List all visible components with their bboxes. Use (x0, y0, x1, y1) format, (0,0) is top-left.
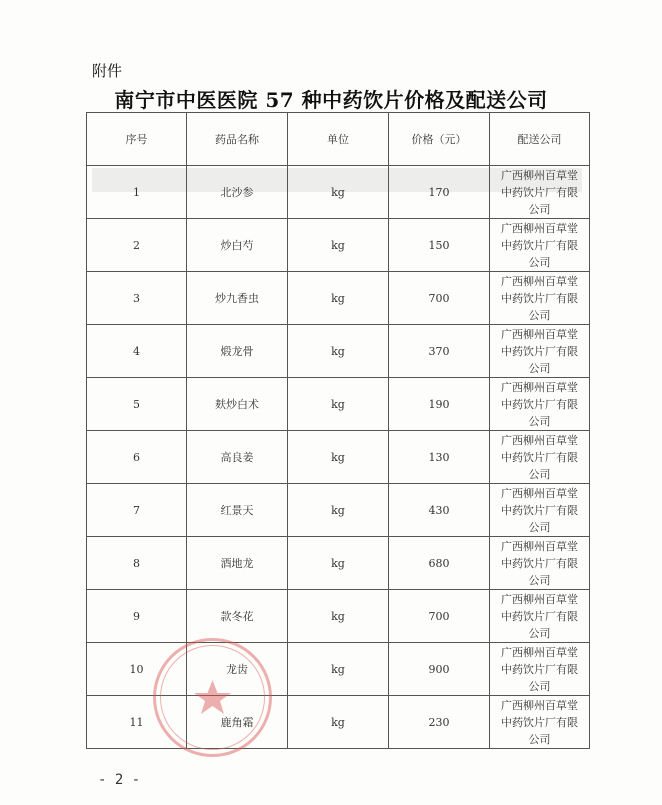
company-line: 公司 (528, 573, 551, 587)
company-cell (490, 166, 590, 219)
header-cell: 药品名称 (187, 113, 288, 166)
company-line: 公司 (528, 361, 551, 375)
price-cell: 900 (389, 643, 490, 696)
price-cell: 130 (389, 431, 490, 484)
drug-name-cell: 酒地龙 (187, 537, 288, 590)
page-number: - 2 - (98, 772, 141, 788)
company-line: 公司 (528, 414, 551, 428)
unit-cell: kg (288, 484, 389, 537)
company-line: 公司 (528, 679, 551, 693)
price-cell: 700 (389, 272, 490, 325)
row-number-cell: 2 (87, 219, 187, 272)
row-number-cell: 4 (87, 325, 187, 378)
document-title: 南宁市中医医院 57 种中药饮片价格及配送公司 (114, 88, 548, 112)
price-cell: 370 (389, 325, 490, 378)
company-line: 中药饮片厂有限 (501, 291, 578, 305)
company-line: 公司 (528, 308, 551, 322)
company-line: 广西柳州百草堂 (501, 486, 578, 500)
drug-name-cell: 龙齿 (187, 643, 288, 696)
drug-name-cell: 高良姜 (187, 431, 288, 484)
table-row (87, 378, 590, 431)
price-cell: 150 (389, 219, 490, 272)
price-cell: 190 (389, 378, 490, 431)
drug-name-cell: 款冬花 (187, 590, 288, 643)
unit-cell: kg (288, 378, 389, 431)
row-number-cell: 8 (87, 537, 187, 590)
row-number-cell: 6 (87, 431, 187, 484)
company-line: 广西柳州百草堂 (501, 698, 578, 712)
drug-name-cell: 鹿角霜 (187, 696, 288, 749)
price-cell: 430 (389, 484, 490, 537)
company-line: 中药饮片厂有限 (501, 609, 578, 623)
price-cell: 230 (389, 696, 490, 749)
company-line: 中药饮片厂有限 (501, 715, 578, 729)
row-number-cell: 3 (87, 272, 187, 325)
header-cell: 价格（元） (389, 113, 490, 166)
price-table (86, 112, 590, 749)
drug-name-cell: 煅龙骨 (187, 325, 288, 378)
table-row (87, 219, 590, 272)
company-line: 中药饮片厂有限 (501, 185, 578, 199)
row-number-cell: 11 (87, 696, 187, 749)
unit-cell: kg (288, 590, 389, 643)
drug-name-cell: 炒九香虫 (187, 272, 288, 325)
unit-cell: kg (288, 431, 389, 484)
company-line: 广西柳州百草堂 (501, 645, 578, 659)
table-row (87, 166, 590, 219)
table-row (87, 325, 590, 378)
unit-cell: kg (288, 272, 389, 325)
company-line: 公司 (528, 732, 551, 746)
drug-name-cell: 红景天 (187, 484, 288, 537)
company-line: 广西柳州百草堂 (501, 168, 578, 182)
drug-name-cell: 麸炒白术 (187, 378, 288, 431)
company-line: 中药饮片厂有限 (501, 450, 578, 464)
company-cell (490, 590, 590, 643)
row-number-cell: 10 (87, 643, 187, 696)
company-line: 广西柳州百草堂 (501, 327, 578, 341)
drug-name-cell: 炒白芍 (187, 219, 288, 272)
company-line: 广西柳州百草堂 (501, 221, 578, 235)
unit-cell: kg (288, 537, 389, 590)
header-cell: 配送公司 (490, 113, 590, 166)
company-cell (490, 537, 590, 590)
company-cell (490, 219, 590, 272)
company-line: 广西柳州百草堂 (501, 380, 578, 394)
price-cell: 700 (389, 590, 490, 643)
company-line: 中药饮片厂有限 (501, 503, 578, 517)
company-cell (490, 696, 590, 749)
company-line: 中药饮片厂有限 (501, 556, 578, 570)
unit-cell: kg (288, 166, 389, 219)
unit-cell: kg (288, 219, 389, 272)
company-line: 广西柳州百草堂 (501, 592, 578, 606)
company-line: 公司 (528, 202, 551, 216)
company-line: 中药饮片厂有限 (501, 238, 578, 252)
company-cell (490, 484, 590, 537)
table-row (87, 484, 590, 537)
company-line: 公司 (528, 520, 551, 534)
table-row (87, 696, 590, 749)
unit-cell: kg (288, 325, 389, 378)
table-header-row (87, 113, 590, 166)
company-cell (490, 378, 590, 431)
table-row (87, 590, 590, 643)
unit-cell: kg (288, 696, 389, 749)
attachment-label: 附件 (92, 62, 123, 80)
company-cell (490, 325, 590, 378)
company-line: 中药饮片厂有限 (501, 397, 578, 411)
company-line: 广西柳州百草堂 (501, 274, 578, 288)
company-line: 公司 (528, 626, 551, 640)
company-line: 公司 (528, 467, 551, 481)
row-number-cell: 1 (87, 166, 187, 219)
table-row (87, 537, 590, 590)
company-line: 广西柳州百草堂 (501, 539, 578, 553)
row-number-cell: 5 (87, 378, 187, 431)
row-number-cell: 7 (87, 484, 187, 537)
unit-cell: kg (288, 643, 389, 696)
header-cell: 单位 (288, 113, 389, 166)
price-cell: 170 (389, 166, 490, 219)
company-line: 公司 (528, 255, 551, 269)
price-cell: 680 (389, 537, 490, 590)
company-cell (490, 431, 590, 484)
table-row (87, 272, 590, 325)
company-cell (490, 643, 590, 696)
table-row (87, 643, 590, 696)
company-line: 广西柳州百草堂 (501, 433, 578, 447)
header-cell: 序号 (87, 113, 187, 166)
company-line: 中药饮片厂有限 (501, 344, 578, 358)
company-line: 中药饮片厂有限 (501, 662, 578, 676)
company-cell (490, 272, 590, 325)
table-row (87, 431, 590, 484)
row-number-cell: 9 (87, 590, 187, 643)
drug-name-cell: 北沙参 (187, 166, 288, 219)
